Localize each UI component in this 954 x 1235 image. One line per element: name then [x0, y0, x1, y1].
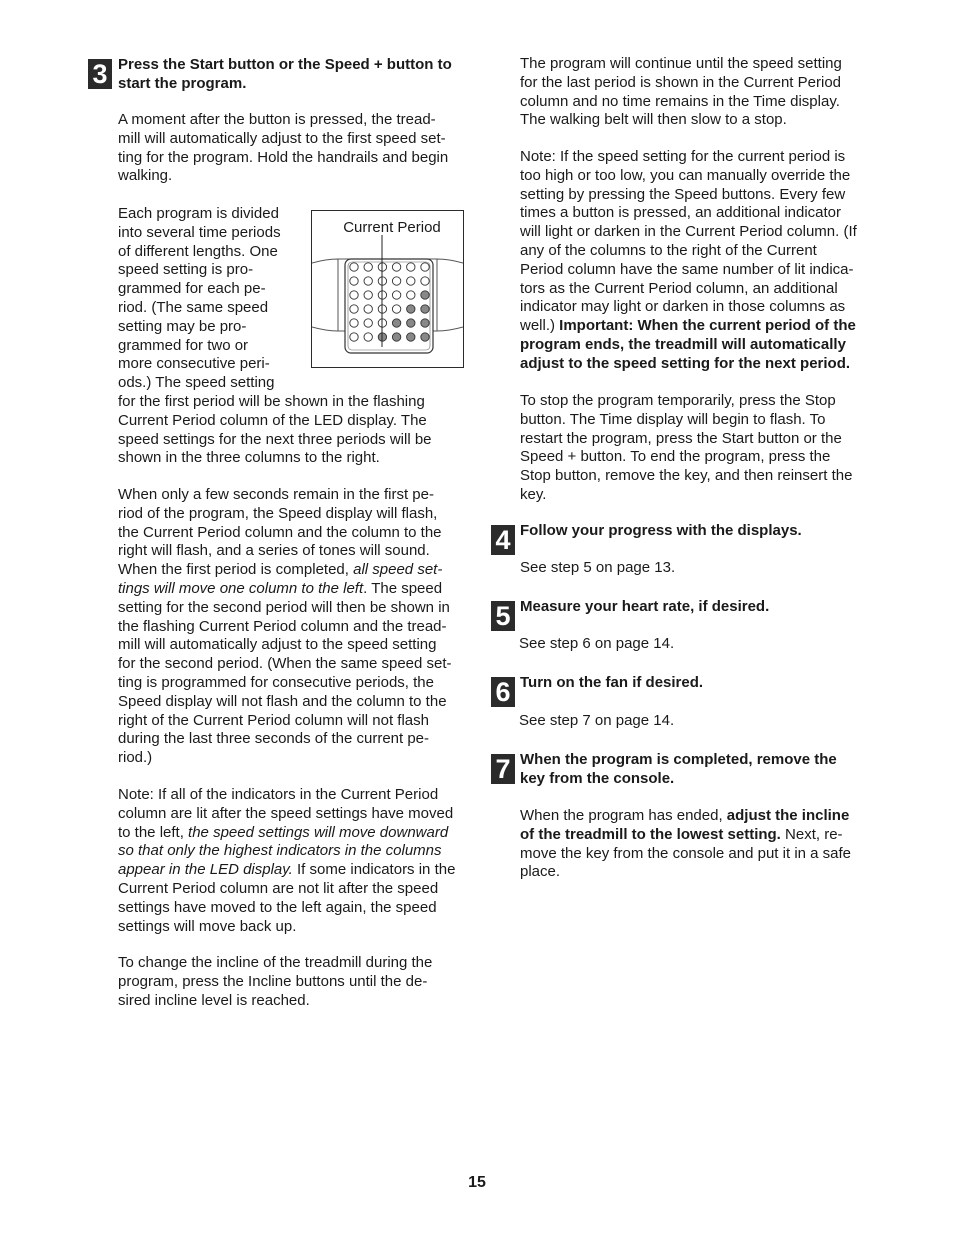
led-indicator — [350, 263, 358, 271]
current-period-label: Current Period — [343, 219, 441, 236]
led-indicator — [364, 305, 372, 313]
paragraph-program-continue: The program will continue until the speed setting for the last period is shown in the Current Period column and no time remains in the Time display. The walking belt will then slow to a stop. — [520, 55, 842, 129]
step-6-heading: Turn on the fan if desired. — [520, 674, 704, 691]
led-indicator — [421, 277, 429, 285]
paragraph-auto-adjust: A moment after the button is pressed, the tread- mill will automatically adjust to the first speed set- ting for the program. Hold the handrails and begin walking. — [118, 111, 449, 185]
led-indicator — [350, 291, 358, 299]
led-indicator — [364, 277, 372, 285]
step-7-heading: When the program is completed, remove the key from the console. — [520, 751, 837, 787]
led-display-figure — [311, 210, 464, 368]
page-number: 15 — [468, 1174, 486, 1191]
step-number-6: 6 — [491, 677, 515, 707]
led-indicator — [407, 305, 415, 313]
paragraph-note-speed: Note: If the speed setting for the current period is too high or too low, you can manually override the setting by pressing the Speed buttons. Every few times a button is pressed, an additional indicator will light or darken in the Current Period column. (If any of the columns to the right of the Current Period column have the same number of lit indica- tors as the Current Period column, an additional indicator may light or darken in those columns as well.) Important: When the current period of the program ends, the treadmill will automatically adjust to the speed setting for the next period. — [520, 148, 857, 372]
led-indicator — [350, 333, 358, 341]
led-indicator — [364, 291, 372, 299]
led-indicator — [407, 263, 415, 271]
led-indicator — [392, 305, 400, 313]
led-indicator — [350, 277, 358, 285]
led-indicator — [364, 333, 372, 341]
led-indicator — [407, 333, 415, 341]
led-indicator — [392, 263, 400, 271]
paragraph-stop-program: To stop the program temporarily, press the Stop button. The Time display will begin to flash. To restart the program, press the Start button or the Speed + button. To end the program, press the Stop button, remove the key, and then reinsert the key. — [520, 392, 853, 503]
step-number-7: 7 — [491, 754, 515, 784]
paragraph-few-seconds: When only a few seconds remain in the first pe- riod of the program, the Speed display will flash, the Current Period column and the column to the right will flash, and a series of tones will sound. When the first period is completed, all speed set- tings will move one column to the left. The speed setting for the second period will then be shown in the flashing Current Period column and the tread- mill will automatically adjust to the speed setting for the second period. (When the same speed set- ting is programmed for consecutive periods, the Speed display will not flash and the column to the right of the Current Period column will not flash during the last three seconds of the current pe- riod.) — [118, 486, 452, 767]
led-indicator — [350, 319, 358, 327]
led-indicator — [392, 277, 400, 285]
led-indicator — [407, 277, 415, 285]
led-display-illustration — [312, 211, 463, 367]
step-4-heading: Follow your progress with the displays. — [520, 522, 802, 539]
step-number-4: 4 — [491, 525, 515, 555]
led-indicator — [392, 333, 400, 341]
paragraph-time-periods: Each program is divided into several time periods of different lengths. One speed setting is pro- grammed for each pe- riod. (The same speed setting may be pro- grammed for two or more consecutive peri- ods.) The speed setting for the first period will be shown in the flashing Current Period column of the LED display. The speed settings for the next three periods will be shown in the three columns to the right. — [118, 205, 432, 467]
step-5-heading: Measure your heart rate, if desired. — [520, 598, 770, 615]
led-indicator — [364, 319, 372, 327]
paragraph-note-indicators: Note: If all of the indicators in the Current Period column are lit after the speed settings have moved to the left, the speed settings will move downward so that only the highest indicators in the columns appear in the LED display. If some indicators in the Current Period column are not lit after the speed settings have moved to the left again, the speed settings will move back up. — [118, 786, 456, 935]
led-indicator — [421, 305, 429, 313]
paragraph-incline: To change the incline of the treadmill during the program, press the Incline buttons until the de- sired incline level is reached. — [118, 954, 433, 1009]
led-indicator — [350, 305, 358, 313]
step-5-text: See step 6 on page 14. — [519, 635, 675, 652]
led-indicator — [421, 291, 429, 299]
step-7-text: When the program has ended, adjust the incline of the treadmill to the lowest setting. Next, re- move the key from the console and put it in a safe place. — [520, 807, 852, 881]
led-indicator — [407, 319, 415, 327]
led-indicator — [407, 291, 415, 299]
led-indicator — [364, 263, 372, 271]
led-indicator — [421, 333, 429, 341]
step-4-text: See step 5 on page 13. — [520, 559, 676, 576]
step-6-text: See step 7 on page 14. — [519, 712, 675, 729]
step-3-heading: Press the Start button or the Speed + button to start the program. — [118, 56, 452, 92]
step-number-3: 3 — [88, 59, 112, 89]
led-indicator — [421, 319, 429, 327]
led-indicator — [392, 291, 400, 299]
led-indicator — [392, 319, 400, 327]
led-indicator — [421, 263, 429, 271]
step-number-5: 5 — [491, 601, 515, 631]
